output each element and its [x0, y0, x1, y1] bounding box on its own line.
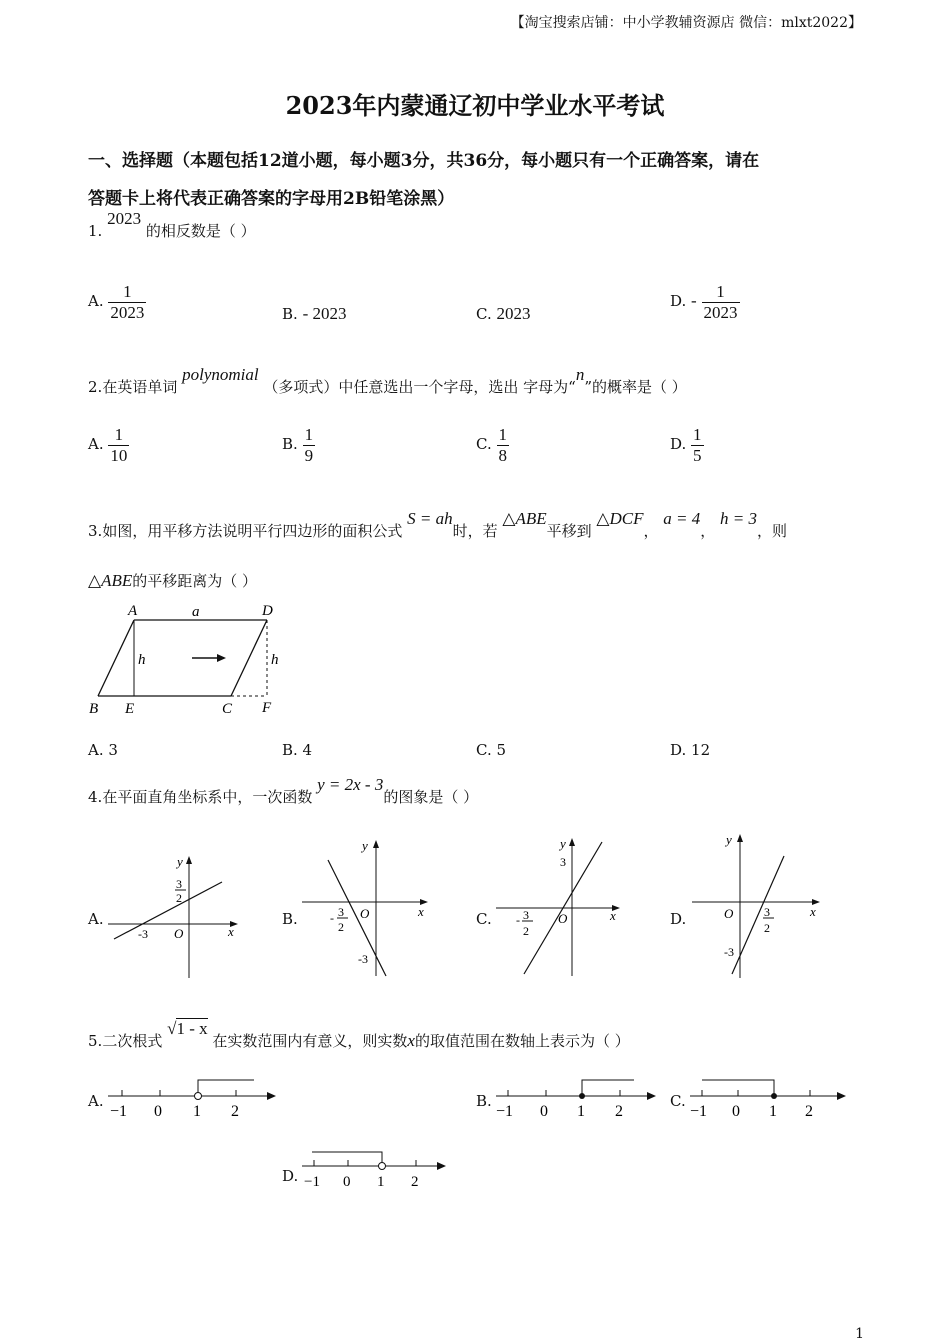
q1-option-d[interactable]: D. - $\frac{1}{2023}$	[670, 282, 738, 322]
svg-text:2: 2	[615, 1103, 623, 1120]
label-B: B	[89, 701, 99, 717]
svg-text:−1: −1	[496, 1103, 514, 1120]
parallelogram-figure	[84, 600, 294, 720]
q4-option-a[interactable]: A.	[88, 910, 104, 928]
svg-text:2: 2	[764, 921, 770, 935]
svg-text:1: 1	[577, 1103, 585, 1120]
svg-text:−1: −1	[110, 1103, 128, 1120]
svg-text:1: 1	[193, 1103, 201, 1120]
svg-text:y: y	[560, 836, 566, 851]
graph-b	[298, 834, 438, 980]
page-number: 1	[855, 1326, 864, 1342]
svg-text:y: y	[177, 854, 183, 869]
svg-text:3: 3	[560, 855, 566, 869]
svg-text:y: y	[726, 832, 732, 847]
numberline-c	[686, 1072, 852, 1122]
svg-text:2: 2	[411, 1174, 419, 1190]
q5-radical: √1 - x	[167, 1019, 208, 1038]
svg-text:2: 2	[176, 891, 182, 905]
svg-text:O: O	[174, 926, 184, 941]
page-title: 2023年内蒙通辽初中学业水平考试	[285, 91, 665, 120]
svg-text:y: y	[362, 838, 368, 853]
svg-text:O: O	[360, 906, 370, 921]
label-a: a	[192, 604, 200, 620]
graph-a	[104, 850, 240, 980]
label-D: D	[262, 603, 273, 619]
label-E: E	[125, 701, 135, 717]
svg-text:0: 0	[154, 1103, 162, 1120]
svg-text:O: O	[558, 911, 568, 926]
q2-option-d[interactable]: D. $\frac{1}{5}$	[670, 425, 702, 465]
svg-text:1: 1	[769, 1103, 777, 1120]
numberline-a	[104, 1072, 280, 1122]
svg-text:0: 0	[732, 1103, 740, 1120]
q4-option-c[interactable]: C.	[476, 910, 492, 928]
q3-option-d[interactable]: D. 12	[670, 741, 711, 759]
svg-text:x: x	[810, 904, 816, 919]
svg-text:x: x	[228, 924, 234, 939]
svg-text:2: 2	[805, 1103, 813, 1120]
header-note: 【淘宝搜索店铺：中小学教辅资源店 微信：mlxt2022】	[510, 15, 862, 31]
svg-text:3: 3	[764, 905, 770, 919]
graph-c	[492, 834, 628, 980]
svg-text:-3: -3	[724, 945, 734, 959]
label-F: F	[262, 700, 272, 716]
svg-text:-3: -3	[138, 927, 148, 941]
q3-option-b[interactable]: B. 4	[282, 741, 313, 759]
q4-option-d[interactable]: D.	[670, 910, 687, 928]
svg-text:3: 3	[338, 905, 344, 919]
numberline-d	[298, 1146, 454, 1194]
svg-text:3: 3	[176, 877, 182, 891]
q1-option-b[interactable]: B. - 2023	[282, 304, 347, 323]
q5-option-a[interactable]: A.	[88, 1092, 104, 1110]
question-3-line2: △ABE的平移距离为（ ）	[88, 571, 258, 590]
svg-text:−1: −1	[690, 1103, 708, 1120]
svg-text:x: x	[610, 908, 616, 923]
label-A: A	[128, 603, 138, 619]
question-3: 3.如图，用平移方法说明平行四边形的面积公式 S = ah时，若 △ABE平移到 △DCF， a = 4， h = 3，则	[88, 509, 788, 540]
q3-option-c[interactable]: C. 5	[476, 741, 507, 759]
label-C: C	[222, 701, 233, 717]
svg-text:2: 2	[338, 920, 344, 934]
section-heading-line2: 答题卡上将代表正确答案的字母用2B铅笔涂黑）	[88, 189, 455, 209]
label-h-right: h	[271, 652, 279, 668]
svg-text:O: O	[724, 906, 734, 921]
svg-text:−1: −1	[304, 1174, 320, 1190]
q2-word: polynomial	[182, 365, 259, 384]
label-h-left: h	[138, 652, 146, 668]
svg-text:0: 0	[343, 1174, 351, 1190]
question-4: 4.在平面直角坐标系中，一次函数 y = 2x - 3的图象是（ ）	[88, 775, 479, 806]
svg-text:1: 1	[377, 1174, 385, 1190]
q5-option-b[interactable]: B.	[476, 1092, 492, 1110]
q2-option-a[interactable]: A. $\frac{1}{10}$	[88, 425, 128, 465]
q5-option-d[interactable]: D.	[282, 1167, 299, 1185]
q2-option-b[interactable]: B. $\frac{1}{9}$	[282, 425, 314, 465]
q1-option-c[interactable]: C. 2023	[476, 304, 531, 323]
q5-option-c[interactable]: C.	[670, 1092, 686, 1110]
svg-text:0: 0	[540, 1103, 548, 1120]
svg-text:-: -	[330, 911, 334, 925]
section-heading-line1: 一、选择题（本题包括12道小题，每小题3分，共36分，每小题只有一个正确答案，请在	[88, 151, 760, 171]
numberline-b	[492, 1072, 662, 1122]
svg-text:3: 3	[523, 908, 529, 922]
question-2: 2.在英语单词 polynomial （多项式）中任意选出一个字母，选出 字母为“n”的概率是（ ）	[88, 365, 687, 396]
svg-text:2: 2	[523, 924, 529, 938]
q1-expression: 2023	[107, 209, 142, 228]
svg-text:x: x	[418, 904, 424, 919]
question-5: 5.二次根式 √1 - x 在实数范围内有意义，则实数x的取值范围在数轴上表示为（ ）	[88, 1019, 630, 1050]
svg-text:-: -	[516, 913, 520, 927]
svg-text:2: 2	[231, 1103, 239, 1120]
q4-option-b[interactable]: B.	[282, 910, 298, 928]
q3-option-a[interactable]: A. 3	[88, 741, 118, 759]
question-1: 1. 2023 的相反数是（ ）	[88, 209, 256, 240]
svg-text:-3: -3	[358, 952, 368, 966]
q1-option-a[interactable]: A. $\frac{1}{2023}$	[88, 282, 145, 322]
graph-d	[688, 830, 828, 980]
q2-option-c[interactable]: C. $\frac{1}{8}$	[476, 425, 507, 465]
